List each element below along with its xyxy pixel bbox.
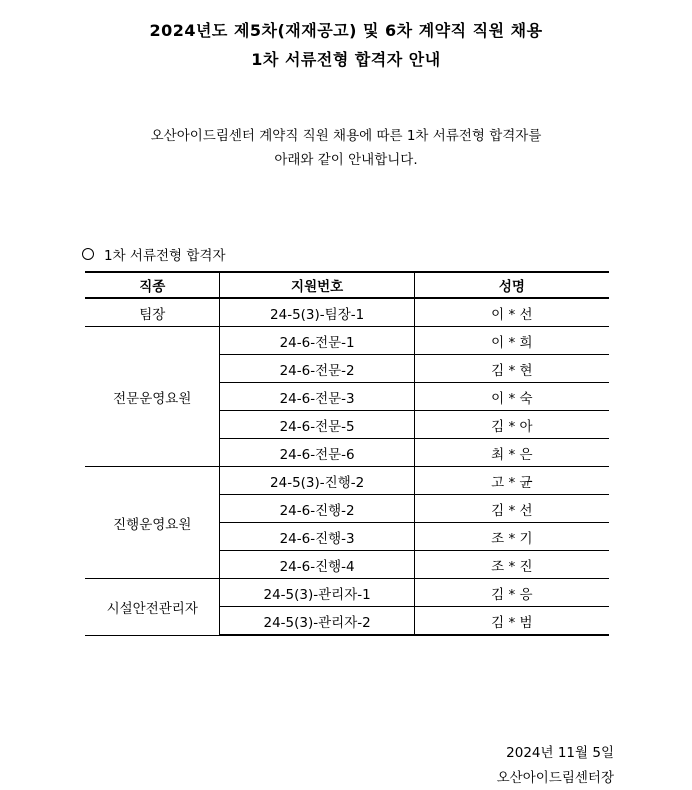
table-header-row: [85, 272, 609, 298]
document-title-line1: 2024년도 제5차(재재공고) 및 6차 계약직 직원 채용: [149, 21, 543, 40]
intro-text-line1: 오산아이드림센터 계약직 직원 채용에 따른 1차 서류전형 합격자를: [150, 128, 542, 144]
application-number-cell: 24-5(3)-진행-2: [220, 467, 414, 495]
applicant-name-cell: 김 * 현: [414, 355, 609, 383]
intro-text-line2: 아래와 같이 안내합니다.: [274, 152, 418, 168]
application-number-cell: 24-5(3)-관리자-1: [220, 579, 414, 607]
job-cell: 시설안전관리자: [85, 579, 220, 636]
applicant-name-cell: 조 * 기: [414, 523, 609, 551]
application-number-cell: 24-6-전문-3: [220, 383, 414, 411]
table-row: [85, 327, 609, 355]
application-number-cell: 24-5(3)-관리자-2: [220, 607, 414, 636]
applicant-name-cell: 고 * 균: [414, 467, 609, 495]
application-number-cell: 24-6-전문-1: [220, 327, 414, 355]
table-row: [85, 579, 609, 607]
application-number-cell: 24-6-진행-3: [220, 523, 414, 551]
header-name: 성명: [414, 272, 609, 298]
signer: 오산아이드림센터장: [496, 770, 614, 786]
table-row: [85, 467, 609, 495]
table-row: [85, 298, 609, 327]
application-number-cell: 24-6-진행-2: [220, 495, 414, 523]
header-number: 지원번호: [220, 272, 414, 298]
job-cell: 팀장: [85, 298, 220, 327]
applicant-name-cell: 조 * 진: [414, 551, 609, 579]
applicant-name-cell: 김 * 응: [414, 579, 609, 607]
header-job: 직종: [85, 272, 220, 298]
circle-icon: [82, 248, 94, 260]
section-heading-label: 1차 서류전형 합격자: [104, 248, 226, 264]
table-body: [85, 298, 609, 635]
applicant-name-cell: 이 * 희: [414, 327, 609, 355]
applicant-name-cell: 최 * 은: [414, 439, 609, 467]
document-title-line2: 1차 서류전형 합격자 안내: [251, 50, 441, 69]
applicant-name-cell: 이 * 숙: [414, 383, 609, 411]
applicant-name-cell: 이 * 선: [414, 298, 609, 327]
application-number-cell: 24-6-전문-5: [220, 411, 414, 439]
applicant-name-cell: 김 * 아: [414, 411, 609, 439]
applicant-table: [85, 271, 609, 636]
application-number-cell: 24-6-전문-2: [220, 355, 414, 383]
application-number-cell: 24-5(3)-팀장-1: [220, 298, 414, 327]
job-cell: 진행운영요원: [85, 467, 220, 579]
job-cell: 전문운영요원: [85, 327, 220, 467]
application-number-cell: 24-6-진행-4: [220, 551, 414, 579]
section-heading: [82, 244, 226, 264]
applicant-name-cell: 김 * 선: [414, 495, 609, 523]
application-number-cell: 24-6-전문-6: [220, 439, 414, 467]
notice-date: 2024년 11월 5일: [506, 745, 614, 761]
applicant-name-cell: 김 * 범: [414, 607, 609, 636]
